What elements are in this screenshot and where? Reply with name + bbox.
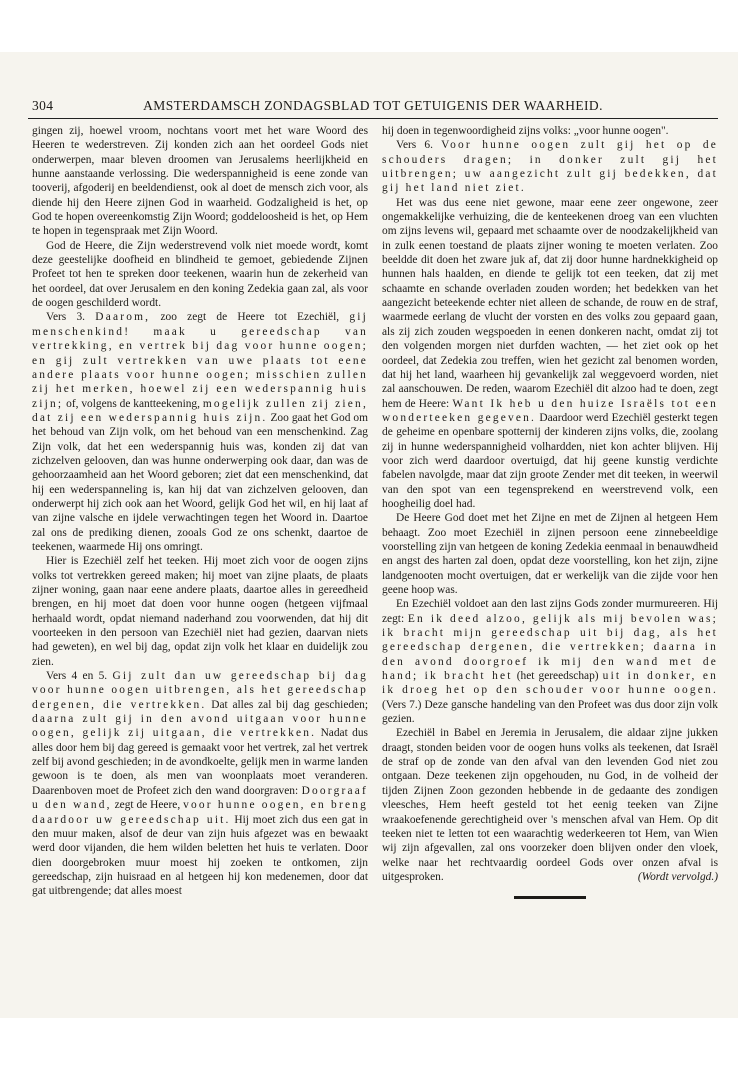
continued-note: (Wordt vervolgd.) (637, 870, 718, 883)
scripture-quote: Doorgraaf u den wand, (32, 784, 368, 812)
paragraph: hij doen in tegenwoordigheid zijns volks: „voor hunne oogen". (382, 125, 669, 137)
paragraph: De Heere God doet met het Zijne en met de Zijnen al hetgeen Hem behaagt. Zoo moet Ezechiël in zijnen persoon eene zinnebeeldige voorstelling zijn van hetgeen de koning Zedekia eenmaal in benauwdheid en angst des harten zal doen, opdat deze voorstelling, kon het zijn, zijne landgenooten mocht overtuigen, dat er werkelijk van die zijde voor hen geene hoop was. (382, 512, 718, 596)
paragraph (32, 310, 368, 554)
running-title: AMSTERDAMSCH ZONDAGSBLAD TOT GETUIGENIS DER WAARHEID. (143, 98, 603, 113)
bottom-margin (0, 1018, 738, 1068)
scripture-quote: Voor hunne oogen zult gij het op de schouders dragen; in donker zult gij het uitbrengen; uw aangezicht zult gij bedekken, dat gij het land niet ziet. (382, 139, 718, 195)
scripture-quote: mogelijk zullen zij zien, dat zij een wederspannig huis zijn. (32, 397, 368, 424)
paragraph (382, 196, 718, 512)
text-run: Zoo gaat het God om het behoud van Zijn volk, om het behoud van een menschenkind. Zag Zijn volk, dat het een wederspannig huis was, konden zij dat van zichzelven gelooven, dan was hunne onderwerping ook daar, dan was de gehoorzaamheid aan het Woord geboren; ziet dat een menschenkind, dat hij een wederspanneling is, kan hij dat van zichzelven gelooven, dan onderwerpt hij zich ook aan het Woord, gelijk God het wil, en hij laat af van zijne valsche en ijdele verwachtingen tegen het Woord in. Daartoe zal ons de prediking dienen, zooals God ze ons schenkt, daartoe de teekenen, waarmede Hij ons omringt. (32, 411, 368, 553)
paragraph (382, 726, 718, 884)
paragraph: gingen zij, hoewel vroom, nochtans voort met het ware Woord des Heeren te wederstreven. Zij konden zich aan het oordeel Gods niet onderwerpen, maar bleven droomen van Jerusalems heerlijkheid en hunne aanstaande verlossing. Die wederspannigheid is eene zonde van tooverij, afgoderij en beeldendienst, ook al doet de mensch zich voor, als diende hij den Heere zijnen God in waarheid. Godzaligheid is het, op God te hopen overeenkomstig Zijn Woord; goddeloosheid is het, op Hem te hopen in tegenspraak met Zijn Woord. (32, 125, 368, 238)
paragraph (32, 669, 368, 899)
text-run: Ezechiël in Babel en Jeremia in Jerusalem, die aldaar zijne jukken draagt, stonden beiden voor de oogen huns volks als teekenen, dat Israël de straf op de zonde van den afval van den levenden God niet zou ontgaan. Deze teekenen zijn opgehouden, nu God, in de volheid der tijden Zijnen Zoon gezonden hebbende in de gedaante des zondigen vleesches, Hem heeft gesteld tot het eenig teeken van Zijne wraakoefenende gerechtigheid over 's menschen afval van Hem. Op dit teeken niet te letten tot een waarachtig wederkeeren tot Hem, van Wien wij zijn afgevallen, zal ons voorzeker doen blijven onder den vloek, welke naar het rechtvaardig oordeel Gods over onzen afval is uitgesproken. (382, 727, 718, 883)
scripture-quote: daarna zult gij in den avond uitgaan voor hunne oogen, gelijk zij uitgaan, die vertrekken. (32, 713, 368, 740)
text-run: Het was dus eene niet gewone, maar eene zeer ongewone, zeer ongemakkelijke verhuizing, die de kenteekenen droeg van een vluchten om zijns levens wil, gepaard met schaamte over de noodzakelijkheid van in zulk eenen toestand de plaats zijner woning te moeten verlaten. Zoo beeldde dit doen het zware juk af, dat zij door hunne hardnekkigheid op hunnen hals haalden, en diende te gelijk tot een teeken, dat zij met schaamte en schande overladen zouden worden; het bedekken van het aangezicht beteekende echter niet alleen de schande, de rouw en de straf, waarmede eerlang de vlucht der vorsten en des volks zou gepaard gaan, als zij zich zouden wegspoeden in eenen donkeren nacht, omdat zij tot den volgenden morgen niet durfden wachten, — het ziet ook op het oordeel, dat Zedekia zou treffen, wien het gezicht zal benomen worden, dat hij het land, waarheen hij gevankelijk zal weggevoerd worden, niet zal aanschouwen. De reden, waarom Ezechiël dit alzoo had te doen, zegt hem de Heere: (382, 196, 718, 410)
paragraph: God de Heere, die Zijn wederstrevend volk niet moede wordt, komt deze geestelijke doofheid en blindheid te gemoet, gebiedende Zijnen Profeet tot hen te spreken door teekenen, waarin hun de zekerheid van het oordeel, dat over Jerusalem en den koning Zedekia gaan zal, als voor de oogen geschilderd wordt. (32, 239, 368, 310)
scripture-quote: Gij zult dan uw gereedschap bij dag voor hunne oogen uitbrengen, als het gereedschap dergenen, die vertrekken. (32, 670, 368, 711)
verse-reference: Vers 3. (46, 311, 86, 324)
left-column (32, 124, 368, 1004)
text-run: En Ezechiël voldoet aan den last zijns Gods zonder murmureeren. Hij zegt: (382, 598, 718, 625)
scripture-quote: En ik deed alzoo, gelijk als mij bevolen was; ik bracht mijn gereedschap uit bij dag, als het gereedschap dergenen, die vertrekken; daarna in den avond doorgroef ik mij den wand met de hand; ik bracht het (382, 612, 718, 683)
text-run: (het gereedschap) (516, 670, 599, 683)
paragraph (382, 138, 718, 195)
text-run: Hij moet zich dus een gat in den muur maken, alsof de deur van zijn huis afgezet was en bewaakt werd door vijanden, die hem wilden beletten het huis te verlaten. Door dien doorgebroken muur moest hij zoeken te ontkomen, zijn gereedschap, zijn huisraad en al hetgeen hij kon medenemen, door dat gat uitbrengende; dat alles moest (32, 813, 368, 898)
scripture-quote: uit in donker, en ik droeg het op den schouder voor hunne oogen. (382, 670, 718, 697)
scripture-quote: voor hunne oogen, en breng daardoor uw gereedschap uit. (32, 799, 368, 826)
scripture-quote: Daarom, (95, 311, 151, 324)
page-number: 304 (32, 98, 54, 113)
text-run: Nadat dus alles door hem bij dag gereed is gemaakt voor het vertrek, zal het vertrek zelf bij avond geschieden; in de avondkoelte, gelijk men in warme landen gewoon is te doen, als men van woonplaats moet veranderen. Daarenboven moet de Profeet zich den wand doorgraven: (32, 727, 368, 797)
scripture-quote: gij menschenkind! maak u gereedschap van vertrekking, en vertrek bij dag voor hunne oogen; en gij zult vertrekken van uwe plaats tot eene andere plaats voor hunne oogen; misschien zullen zij het merken, hoewel zij een wederspannig huis zijn; (32, 311, 368, 410)
text-run: zegt de Heere, (114, 799, 181, 812)
header-rule (28, 118, 718, 119)
end-rule (514, 896, 586, 899)
text-run: Daardoor werd Ezechiël gesterkt tegen de geheime en openbare spotternij der kinderen zijns volks, die, zoolang zij in hunne wederspannigheid volhardden, niet kon achter blijven. Hij voor zich werd daardoor overtuigd, dat hij geene kunstig verdichte fabelen navolgde, maar dat zijn groote Zender met dit teeken, in weerwil van den spot van een tegensprekend en weerstrevend volk, een hoogheilig doel had. (382, 411, 718, 510)
text-run: of, volgens de kantteekening, (66, 397, 200, 410)
scripture-quote: Want Ik heb u den huize Israëls tot een wonderteeken gegeven. (382, 397, 718, 424)
paragraph (382, 597, 718, 726)
paragraph: Hier is Ezechiël zelf het teeken. Hij moet zich voor de oogen zijns volks tot vertrekken gereed maken; hij moet van zijne plaats, de plaats zijner woning, gaan naar eene andere plaats, daartoe alles in gereedheid brengen, en hij moet dat doen voor hunne oogen (hetgeen vijfmaal herhaald wordt, opdat niemand naderhand zou voorwenden, dat hij dit voorteeken in den persoon van Ezechiël niet had gezien, daarvan niets had geweten), en wel bij dag, opdat zijn volk het klaar en duidelijk zou zien. (32, 555, 368, 668)
text-run: Dat alles zal bij dag geschieden; (211, 698, 368, 711)
text-run: (Vers 7.) Deze gansche handeling van den Profeet was dus door zijn volk gezien. (382, 698, 718, 726)
verse-reference: Vers 6. (396, 139, 433, 152)
right-column (382, 124, 718, 1004)
text-run: zoo zegt de Heere tot Ezechiël, (160, 311, 340, 324)
running-header (28, 98, 718, 116)
top-margin (0, 0, 738, 52)
verse-reference: Vers 4 en 5. (46, 670, 108, 683)
